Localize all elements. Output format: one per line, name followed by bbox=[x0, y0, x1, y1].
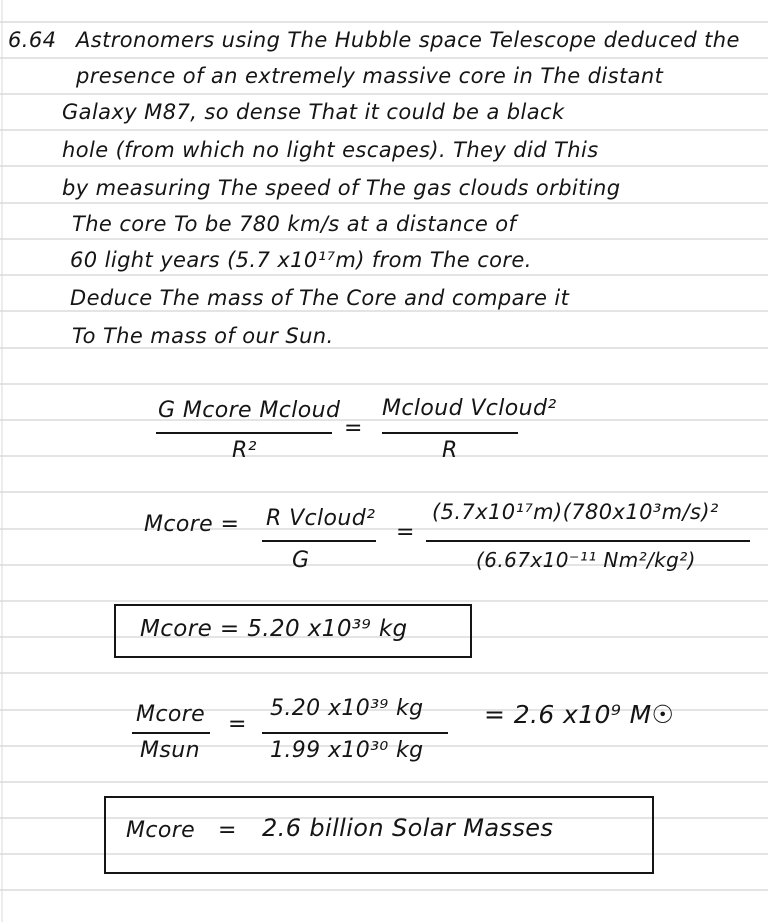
problem-line-7: 60 light years (5.7 x10¹⁷m) from The core. bbox=[70, 248, 532, 272]
eq2-denominator: G bbox=[292, 548, 310, 573]
ratio-value-numerator: 5.20 x10³⁹ kg bbox=[270, 696, 424, 721]
eq1-rhs-denominator: R bbox=[442, 438, 458, 463]
ratio-value-fraction-bar bbox=[262, 732, 448, 734]
ratio-numerator: Mcore bbox=[136, 702, 206, 727]
problem-line-9: To The mass of our Sun. bbox=[72, 324, 334, 348]
eq2-fraction-bar bbox=[262, 540, 376, 542]
eq2-lhs: Mcore = bbox=[144, 512, 240, 537]
problem-line-1: Astronomers using The Hubble space Telescope deduced the bbox=[76, 28, 740, 52]
eq2-numerator: R Vcloud² bbox=[266, 506, 376, 531]
problem-line-8: Deduce The mass of The Core and compare it bbox=[70, 286, 570, 310]
final-answer-label: Mcore bbox=[126, 818, 196, 843]
eq2-sub-numerator: (5.7x10¹⁷m)(780x10³m/s)² bbox=[432, 500, 719, 524]
problem-line-6: The core To be 780 km/s at a distance of bbox=[72, 212, 517, 236]
result1-text: Mcore = 5.20 x10³⁹ kg bbox=[140, 616, 408, 642]
eq1-rhs-fraction-bar bbox=[382, 432, 518, 434]
problem-line-5: by measuring The speed of The gas clouds orbiting bbox=[62, 176, 621, 200]
problem-line-2: presence of an extremely massive core in The distant bbox=[76, 64, 664, 88]
eq1-rhs-numerator: Mcloud Vcloud² bbox=[382, 396, 557, 421]
eq2-equals: = bbox=[396, 520, 415, 545]
eq2-sub-fraction-bar bbox=[426, 540, 750, 542]
eq1-equals: = bbox=[344, 416, 363, 441]
ratio-value-denominator: 1.99 x10³⁰ kg bbox=[270, 738, 424, 763]
problem-line-4: hole (from which no light escapes). They did This bbox=[62, 138, 599, 162]
final-answer-equals: = bbox=[218, 818, 237, 843]
eq2-sub-denominator: (6.67x10⁻¹¹ Nm²/kg²) bbox=[476, 548, 696, 572]
ratio-result: = 2.6 x10⁹ M☉ bbox=[484, 700, 675, 729]
final-answer-value: 2.6 billion Solar Masses bbox=[262, 814, 554, 842]
ratio-denominator: Msun bbox=[140, 738, 200, 763]
ratio-equals: = bbox=[228, 712, 247, 737]
ratio-fraction-bar bbox=[132, 732, 210, 734]
problem-number: 6.64 bbox=[8, 28, 57, 52]
eq1-fraction-bar bbox=[156, 432, 332, 434]
eq1-numerator: G Mcore Mcloud bbox=[158, 398, 341, 423]
problem-line-3: Galaxy M87, so dense That it could be a black bbox=[62, 100, 565, 124]
eq1-denominator: R² bbox=[232, 438, 257, 463]
